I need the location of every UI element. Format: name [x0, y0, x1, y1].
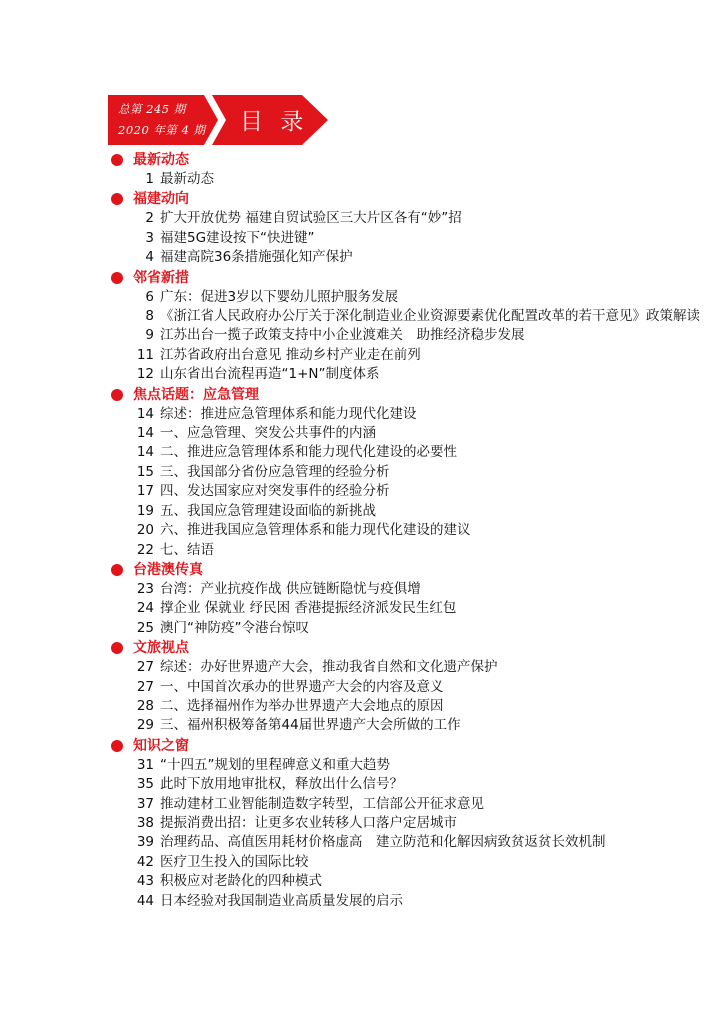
entry-title: 广东：促进3岁以下婴幼儿照护服务发展	[160, 288, 399, 305]
entry-title: 一、中国首次承办的世界遗产大会的内容及意义	[160, 678, 444, 695]
page-number: 35	[136, 776, 154, 793]
page-number: 12	[136, 366, 154, 383]
entry-title: 扩大开放优势 福建自贸试验区三大片区各有“妙”招	[160, 210, 462, 227]
page-number: 6	[145, 288, 154, 305]
entry-title: 此时下放用地审批权，释放出什么信号？	[160, 776, 403, 793]
page-number: 27	[136, 678, 154, 695]
entry-title: 江苏出台一揽子政策支持中小企业渡难关 助推经济稳步发展	[160, 327, 525, 344]
page-number: 27	[136, 659, 154, 676]
toc-entry[interactable]	[108, 288, 708, 307]
page-number: 14	[136, 425, 154, 442]
entry-title: 四、发达国家应对突发事件的经验分析	[160, 483, 390, 500]
toc-entry[interactable]	[108, 463, 708, 482]
section-title: 焦点话题：应急管理	[133, 386, 259, 403]
toc-entry[interactable]	[108, 775, 708, 794]
toc-entry[interactable]	[108, 697, 708, 716]
page-number: 39	[136, 834, 154, 851]
toc-entry[interactable]	[108, 405, 708, 424]
toc-entry[interactable]	[108, 424, 708, 443]
page-number: 2	[145, 210, 154, 227]
section-title: 文旅视点	[133, 640, 189, 657]
section-heading	[108, 560, 708, 580]
section-title: 邻省新措	[133, 269, 189, 286]
section-heading	[108, 385, 708, 405]
page-number: 25	[136, 619, 154, 636]
bullet-dot-icon	[111, 642, 123, 654]
bullet-dot-icon	[111, 272, 123, 284]
toc-entry[interactable]	[108, 502, 708, 521]
toc-entry[interactable]	[108, 580, 708, 599]
entry-title: 三、我国部分省份应急管理的经验分析	[160, 463, 390, 480]
toc-entry[interactable]	[108, 814, 708, 833]
toc-entry[interactable]	[108, 365, 708, 384]
toc-entry[interactable]	[108, 326, 708, 345]
entry-title: 推动建材工业智能制造数字转型，工信部公开征求意见	[160, 795, 484, 812]
section-heading	[108, 736, 708, 756]
entry-title: 台湾：产业抗疫作战 供应链断隐忧与疫俱增	[160, 580, 421, 597]
entry-title: 治理药品、高值医用耗材价格虚高 建立防范和化解因病致贫返贫长效机制	[160, 834, 606, 851]
entry-title: 七、结语	[160, 541, 214, 558]
toc-entry[interactable]	[108, 678, 708, 697]
bullet-dot-icon	[111, 564, 123, 576]
toc-entry[interactable]	[108, 716, 708, 735]
page-number: 38	[136, 814, 154, 831]
entry-title: 撑企业 保就业 纾民困 香港提振经济派发民生红包	[160, 600, 457, 617]
toc-entry[interactable]	[108, 892, 708, 911]
entry-title: 二、选择福州作为举办世界遗产大会地点的原因	[160, 697, 444, 714]
page-number: 14	[136, 444, 154, 461]
toc-entry[interactable]	[108, 346, 708, 365]
toc-entry[interactable]	[108, 521, 708, 540]
page-number: 37	[136, 795, 154, 812]
entry-title: 三、福州积极筹备第44届世界遗产大会所做的工作	[160, 717, 461, 734]
page-number: 15	[136, 463, 154, 480]
entry-title: 福建5G建设按下“快进键”	[160, 229, 315, 246]
issue-total-number: 总第 245 期	[118, 102, 186, 116]
entry-title: 江苏省政府出台意见 推动乡村产业走在前列	[160, 346, 421, 363]
section-title: 台港澳传真	[133, 561, 203, 578]
toc-entry[interactable]	[108, 853, 708, 872]
toc-entry[interactable]	[108, 482, 708, 501]
page-number: 44	[136, 892, 154, 909]
entry-title: 最新动态	[160, 171, 214, 187]
entry-title: 一、应急管理、突发公共事件的内涵	[160, 425, 376, 442]
page-number: 11	[136, 346, 154, 363]
page-number: 4	[145, 249, 154, 266]
section-title: 知识之窗	[133, 737, 189, 754]
entry-title: “十四五”规划的里程碑意义和重大趋势	[160, 756, 390, 773]
section-title: 福建动向	[133, 191, 189, 208]
entry-title: 日本经验对我国制造业高质量发展的启示	[160, 892, 403, 909]
page-number: 24	[136, 600, 154, 617]
toc-entry[interactable]	[108, 209, 708, 228]
entry-title: 综述：推进应急管理体系和能力现代化建设	[160, 405, 417, 422]
entry-title: 提振消费出招：让更多农业转移人口落户定居城市	[160, 814, 457, 831]
page-number: 19	[136, 502, 154, 519]
section-heading	[108, 638, 708, 658]
page-number: 23	[136, 580, 154, 597]
section-heading	[108, 268, 708, 288]
entry-title: 综述：办好世界遗产大会，推动我省自然和文化遗产保护	[160, 659, 498, 676]
toc-entry[interactable]	[108, 833, 708, 852]
entry-title: 《浙江省人民政府办公厅关于深化制造业企业资源要素优化配置改革的若干意见》政策解读	[160, 308, 700, 325]
toc-entry[interactable]	[108, 756, 708, 775]
entry-title: 医疗卫生投入的国际比较	[160, 853, 309, 870]
toc-entry[interactable]	[108, 619, 708, 638]
toc-entry[interactable]	[108, 872, 708, 891]
page-number: 42	[136, 853, 154, 870]
toc-entry[interactable]	[108, 229, 708, 248]
toc-entry[interactable]	[108, 248, 708, 267]
section-title: 最新动态	[133, 152, 189, 168]
page-number: 3	[145, 229, 154, 246]
bullet-dot-icon	[111, 154, 123, 166]
entry-title: 二、推进应急管理体系和能力现代化建设的必要性	[160, 444, 457, 461]
toc-entry[interactable]	[108, 443, 708, 462]
contents-banner	[108, 95, 330, 145]
section-heading	[108, 189, 708, 209]
contents-title: 目 录	[240, 109, 309, 135]
toc-entry[interactable]	[108, 795, 708, 814]
table-of-contents	[108, 150, 708, 911]
page-number: 28	[136, 697, 154, 714]
entry-title: 澳门“神防疫”令港台惊叹	[160, 619, 309, 636]
section-heading	[108, 150, 708, 170]
page-number: 8	[145, 308, 154, 325]
bullet-dot-icon	[111, 193, 123, 205]
page-number: 9	[145, 327, 154, 344]
issue-year-number: 2020 年第 4 期	[118, 123, 206, 137]
toc-entry[interactable]	[108, 658, 708, 677]
toc-entry[interactable]	[108, 541, 708, 560]
page-number: 1	[145, 171, 154, 187]
page-number: 17	[136, 483, 154, 500]
page-number: 29	[136, 717, 154, 734]
page-number: 31	[136, 756, 154, 773]
page-number: 22	[136, 541, 154, 558]
entry-title: 积极应对老龄化的四种模式	[160, 873, 322, 890]
toc-entry[interactable]	[108, 307, 708, 326]
bullet-dot-icon	[111, 740, 123, 752]
entry-title: 山东省出台流程再造“1+N”制度体系	[160, 366, 380, 383]
bullet-dot-icon	[111, 389, 123, 401]
toc-entry[interactable]	[108, 599, 708, 618]
entry-title: 福建高院36条措施强化知产保护	[160, 249, 353, 266]
page-number: 20	[136, 522, 154, 539]
entry-title: 五、我国应急管理建设面临的新挑战	[160, 502, 376, 519]
entry-title: 六、推进我国应急管理体系和能力现代化建设的建议	[160, 522, 471, 539]
page-number: 43	[136, 873, 154, 890]
page-number: 14	[136, 405, 154, 422]
toc-entry[interactable]	[108, 170, 708, 189]
